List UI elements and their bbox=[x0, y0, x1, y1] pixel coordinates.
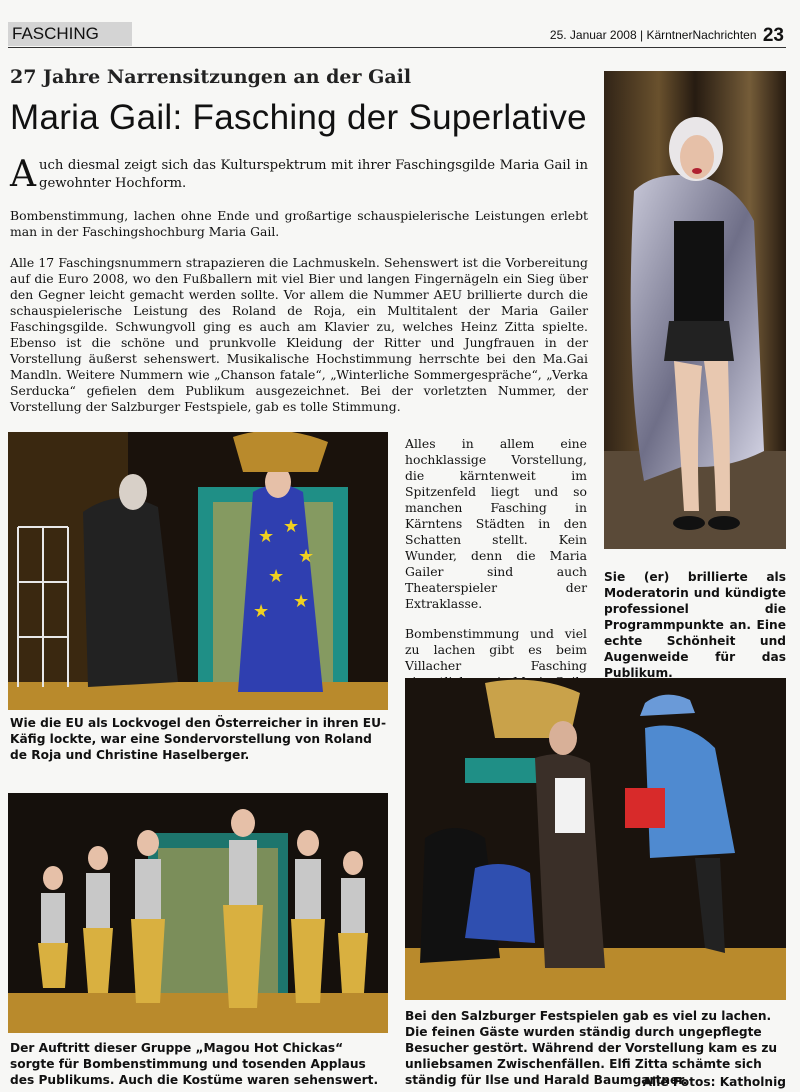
caption-moderator-photo: Sie (er) brillierte als Moderatorin und kündigte professionel die Programmpunkte an. Eine echte Schönheit und Augenweide für das Publikum. bbox=[604, 570, 786, 680]
svg-text:★: ★ bbox=[268, 566, 285, 587]
article-paragraph-3: Alles in allem eine hochklassige Vorstellung, die kärntenweit im Spitzenfeld liegt und so manchen Fasching in Kärntens Städten in den Schatten stellt. Kein Wunder, denn die Maria Gailer sind auch Theaterspieler der Extraklasse. bbox=[405, 436, 587, 611]
section-label: FASCHING bbox=[12, 24, 99, 43]
article-paragraph-4: Bombenstimmung und viel zu lachen gibt es beim Villacher Fasching bbox=[405, 626, 587, 673]
header-rule bbox=[8, 47, 786, 48]
article-paragraph-1: Bombenstimmung, lachen ohne Ende und großartige schauspielerische Leistungen erlebt man in der Faschingshochburg Maria Gail. bbox=[10, 208, 588, 239]
issue-separator: | bbox=[639, 28, 644, 42]
issue-info bbox=[550, 25, 784, 47]
article-kicker: 27 Jahre Narrensitzungen an der Gail bbox=[10, 66, 412, 88]
svg-text:★: ★ bbox=[258, 526, 275, 547]
section-tag bbox=[8, 22, 132, 46]
svg-text:★: ★ bbox=[298, 546, 315, 567]
publication-name: KärntnerNachrichten bbox=[646, 28, 757, 42]
photo-salzburg-festival bbox=[405, 678, 786, 1000]
article-lead bbox=[10, 154, 588, 195]
photo-eu-performance bbox=[8, 432, 388, 710]
photo-group-dancers bbox=[8, 793, 388, 1033]
caption-group-photo: Der Auftritt dieser Gruppe „Magou Hot Chickas“ sorgte für Bombenstimmung und tosenden Applaus des Publikums. Auch die Kostüme waren sehenswert. bbox=[10, 1041, 379, 1087]
svg-text:★: ★ bbox=[253, 601, 270, 622]
lead-text: uch diesmal zeigt sich das Kulturspektrum mit ihrer Faschingsgilde Maria Gail in gewohnter Hochform. bbox=[39, 158, 588, 191]
drop-cap: A bbox=[10, 154, 36, 195]
article-column-2 bbox=[405, 436, 587, 704]
article-paragraph-2: Alle 17 Faschingsnummern strapazieren die Lachmuskeln. Sehenswert ist die Vorbereitung auf die Euro 2008, wo den Fußballern mit viel Bier und langen Fingernägeln ein Sieg über den Gegner leicht gemacht werden sollte. Vor allem die Nummer AEU brillierte durch die schauspielerische Leistung des Roland de Roja, ein Multitalent der Maria Gailer Faschingsgilde. Schwungvoll ging es auch am Klavier zu, welches Heinz Zitta spielte. Ebenso ist die schöne und prunkvolle Kleidung der Ritter und Jungfrauen in der Vorstellung äußerst sehenswert. Musikalische Hochstimmung herrschte bei den Ma.Gai Mandln. Weitere Nummern wie „Chanson fatale“, „Winterliche Sommergespräche“, „Verka Serducka“ gefielen dem Publikum ausgezeichnet. Bei der vorletzten Nummer, der Vorstellung der Salzburger Festspiele, gab es tolle Stimmung. bbox=[10, 255, 588, 414]
svg-text:★: ★ bbox=[283, 516, 300, 537]
issue-date: 25. Januar 2008 bbox=[549, 28, 637, 42]
photo-credit: Alle Fotos: Katholnig bbox=[642, 1075, 786, 1089]
svg-text:★: ★ bbox=[293, 591, 310, 612]
photo-moderator bbox=[604, 71, 786, 549]
caption-salzburg-photo: Bei den Salzburger Festspielen gab es viel zu lachen. Die feinen Gäste wurden ständig durch ungepflegte Besucher gestört. Während der Vorstellung kam es zu unliebsamen Zwischenfällen. Elfi Zitta schämte sich ständig für Ilse und Harald Baumgartner. bbox=[405, 1009, 778, 1087]
page-number: 23 bbox=[762, 25, 784, 46]
article-headline: Maria Gail: Fasching der Superlative bbox=[10, 98, 587, 137]
caption-eu-photo: Wie die EU als Lockvogel den Österreicher in ihren EU-Käfig lockte, war eine Sondervorstellung von Roland de Roja und Christine Haselberger. bbox=[10, 716, 387, 762]
